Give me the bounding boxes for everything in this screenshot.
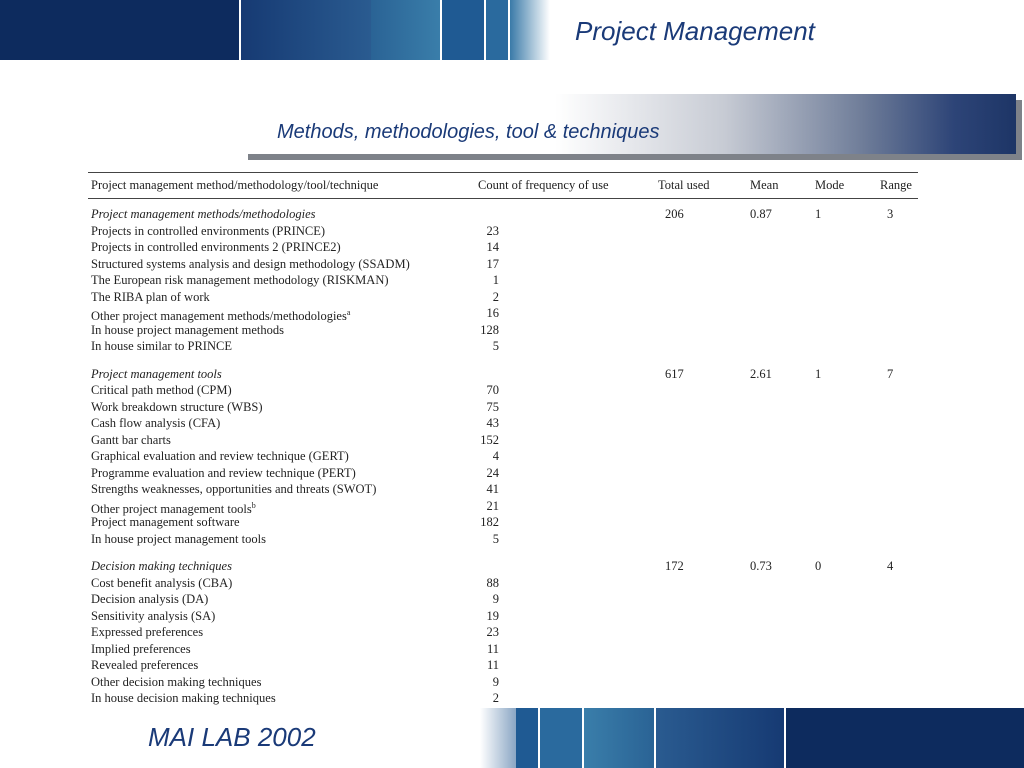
table-row-label	[91, 272, 389, 288]
column-header-mean: Mean	[750, 178, 779, 192]
footnote-marker: a	[346, 308, 351, 317]
row-label-text: Projects in controlled environments 2 (PRINCE2)	[91, 240, 341, 254]
subtitle: Methods, methodologies, tool & techniques	[277, 121, 660, 143]
table-row-count: 1	[492, 273, 499, 287]
table-row-label	[91, 223, 325, 239]
row-label-text: Sensitivity analysis (SA)	[91, 608, 216, 623]
table-row-count: 182	[480, 515, 499, 529]
row-label-text: Gantt bar charts	[91, 432, 171, 447]
table-row-label	[91, 624, 203, 640]
banner-block	[656, 708, 784, 768]
table-row-count: 24	[486, 465, 499, 480]
banner-block	[786, 708, 1024, 768]
section-mode: 1	[815, 207, 822, 221]
row-label-text: In house similar to PRINCE	[91, 339, 232, 353]
section-range: 4	[887, 559, 894, 573]
table-row-label	[91, 690, 276, 706]
table-row-count: 9	[492, 592, 499, 606]
table-row-label	[91, 399, 263, 415]
row-label-text: Other decision making techniques	[91, 674, 262, 689]
section-total: 206	[665, 207, 684, 221]
table-row-count: 2	[492, 691, 499, 705]
table-row-label	[91, 514, 240, 530]
table-row-count: 152	[480, 432, 499, 447]
row-label-text: Projects in controlled environments (PRINCE)	[91, 223, 325, 238]
table-row-count: 23	[486, 223, 499, 238]
table-row-count: 128	[480, 322, 499, 337]
section-mean: 0.87	[750, 207, 772, 221]
table-row-count: 14	[486, 240, 499, 254]
table-row-label	[91, 674, 261, 690]
table-row-label	[91, 432, 171, 448]
section-range: 3	[887, 207, 894, 221]
table-row-label	[91, 481, 376, 497]
banner-block	[584, 708, 654, 768]
table-row-count: 43	[486, 416, 499, 430]
table-row-label	[91, 608, 215, 624]
row-label-text: Decision analysis (DA)	[91, 592, 209, 606]
table-row-label	[91, 338, 232, 354]
table-row-count: 11	[486, 658, 499, 672]
table-row-count: 41	[486, 482, 499, 496]
table-header-rule	[88, 198, 918, 199]
section-heading: Decision making techniques	[91, 559, 232, 573]
row-label-text: Critical path method (CPM)	[91, 383, 232, 397]
row-label-text: Other project management tools	[91, 501, 252, 516]
table-row-label	[91, 289, 210, 305]
row-label-text: The RIBA plan of work	[91, 289, 210, 304]
table-row-label	[91, 382, 232, 398]
banner-block	[516, 708, 538, 768]
table-row-label	[91, 465, 356, 481]
section-mean: 2.61	[750, 366, 772, 381]
footer-text: MAI LAB 2002	[148, 722, 316, 752]
row-label-text: In house project management tools	[91, 531, 266, 546]
table-row-count: 70	[486, 383, 499, 397]
column-header-total: Total used	[658, 178, 710, 192]
banner-block	[540, 708, 582, 768]
table-row-label	[91, 256, 410, 272]
table-row-label	[91, 591, 208, 607]
section-heading: Project management tools	[91, 366, 222, 381]
table-row-label	[91, 415, 220, 431]
column-header-method: Project management method/methodology/tool/technique	[91, 178, 379, 192]
table-row-label	[91, 531, 266, 547]
table-row-count: 75	[486, 399, 499, 414]
table-row-label	[91, 322, 284, 338]
row-label-text: Other project management methods/methodologies	[91, 309, 347, 324]
row-label-text: Graphical evaluation and review technique (GERT)	[91, 449, 349, 463]
table-row-count: 23	[486, 625, 499, 639]
table-row-count: 5	[492, 339, 499, 353]
table-row-label	[91, 641, 191, 657]
row-label-text: In house project management methods	[91, 322, 284, 337]
slide-title: Project Management	[575, 16, 815, 46]
banner-fade	[480, 708, 516, 768]
row-label-text: Programme evaluation and review technique (PERT)	[91, 465, 356, 480]
table-row-count: 11	[486, 641, 499, 656]
row-label-text: Expressed preferences	[91, 625, 204, 639]
row-label-text: In house decision making techniques	[91, 691, 276, 705]
row-label-text: Project management software	[91, 515, 240, 529]
table-row-label	[91, 575, 232, 591]
section-total: 172	[665, 559, 684, 573]
footnote-marker: b	[251, 500, 256, 510]
section-mode: 1	[815, 366, 822, 381]
row-label-text: Structured systems analysis and design methodology (SSADM)	[91, 256, 410, 271]
table-row-count: 2	[492, 289, 499, 304]
row-label-text: Cash flow analysis (CFA)	[91, 416, 221, 430]
table-row-count: 16	[486, 306, 499, 320]
table-row-label	[91, 448, 349, 464]
section-mode: 0	[815, 559, 822, 573]
column-header-mode: Mode	[815, 178, 845, 192]
table-row-count: 21	[486, 498, 499, 513]
row-label-text: Work breakdown structure (WBS)	[91, 399, 263, 414]
row-label-text: Revealed preferences	[91, 658, 199, 672]
row-label-text: The European risk management methodology (RISKMAN)	[91, 273, 389, 287]
table-row-count: 5	[492, 531, 499, 546]
table-row-count: 4	[492, 449, 499, 463]
section-range: 7	[887, 366, 894, 381]
column-header-range: Range	[880, 178, 912, 192]
table-row-count: 19	[486, 608, 499, 623]
row-label-text: Strengths weaknesses, opportunities and threats (SWOT)	[91, 482, 377, 496]
row-label-text: Implied preferences	[91, 641, 191, 656]
section-total: 617	[665, 366, 684, 381]
table-top-rule	[88, 172, 918, 173]
table-row-label	[91, 239, 341, 255]
column-header-count: Count of frequency of use	[478, 178, 609, 192]
section-mean: 0.73	[750, 559, 772, 573]
section-heading: Project management methods/methodologies	[91, 207, 316, 221]
table-row-count: 88	[486, 575, 499, 590]
row-label-text: Cost benefit analysis (CBA)	[91, 575, 233, 590]
table-row-count: 17	[486, 256, 499, 271]
table-row-label	[91, 657, 198, 673]
table-row-count: 9	[492, 674, 499, 689]
